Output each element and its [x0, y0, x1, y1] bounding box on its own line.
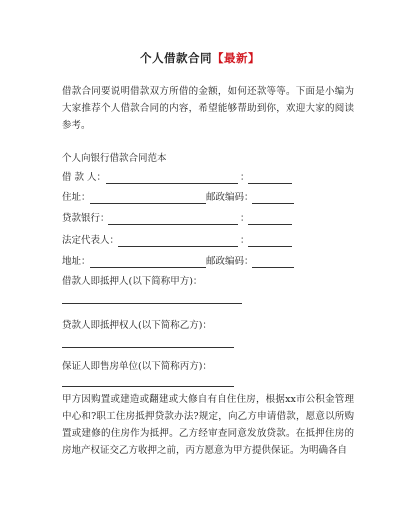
lender-bank-colon: ：	[240, 213, 250, 224]
party-c-blank	[62, 386, 234, 387]
address-label-2: 地址：	[62, 256, 91, 267]
address-blank-2	[90, 267, 206, 268]
intro-paragraph: 借款合同要说明借款双方所借的金额，如何还款等等。下面是小编为大家推荐个人借款合同的内容，希望能够帮助到你，欢迎大家的阅读参考。	[62, 86, 354, 131]
party-a-label: 借款人即抵押人(以下简称甲方)：	[62, 276, 203, 287]
legal-rep-blank-2	[248, 246, 292, 247]
party-b-label: 贷款人即抵押权人(以下简称乙方)：	[62, 320, 212, 331]
document-title	[0, 50, 400, 66]
legal-rep-colon: ：	[240, 235, 250, 246]
body-paragraph: 甲方因购置或建造或翻建或大修自有自住住房，根据xx市公积金管理中心和?职工住房抵押贷款办法?规定，向乙方申请借款，愿意以所购置或建修的住房作为抵押。乙方经审查同意发放贷款。在抵押住房的房地产权证交乙方收押之前，丙方愿意为甲方提供保证。为明确各自	[62, 394, 354, 456]
address-label: 住址：	[62, 192, 91, 203]
party-c-label: 保证人即售房单位(以下简称丙方)：	[62, 361, 212, 372]
postal-code-blank	[252, 203, 294, 204]
postal-code-label-2: 邮政编码：	[206, 256, 254, 267]
borrower-blank	[106, 183, 238, 184]
legal-rep-label: 法定代表人：	[62, 235, 120, 246]
address-blank	[90, 203, 206, 204]
party-a-blank	[62, 303, 242, 304]
lender-bank-blank	[108, 224, 238, 225]
title-main: 个人借款合同	[140, 51, 212, 65]
postal-code-blank-2	[252, 267, 294, 268]
lender-bank-label: 贷款银行：	[62, 213, 110, 224]
borrower-blank-2	[248, 183, 292, 184]
borrower-colon: ：	[240, 172, 250, 183]
lender-bank-blank-2	[248, 224, 292, 225]
section-subtitle: 个人向银行借款合同范本	[62, 153, 167, 164]
borrower-label: 借 款 人：	[62, 172, 107, 183]
title-tag: 【最新】	[212, 51, 260, 65]
legal-rep-blank	[118, 246, 238, 247]
party-b-blank	[62, 347, 234, 348]
postal-code-label: 邮政编码：	[206, 192, 254, 203]
